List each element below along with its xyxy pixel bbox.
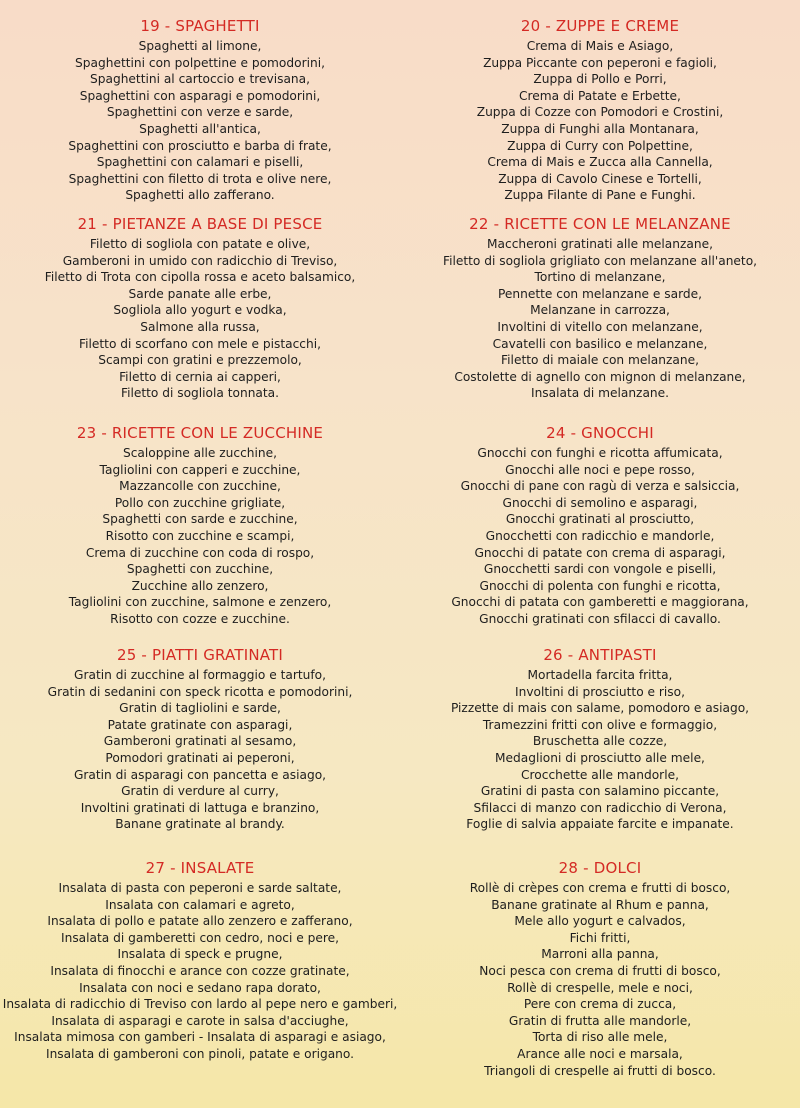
recipe-item: Banane gratinate al Rhum e panna, bbox=[491, 897, 709, 912]
recipe-item: Pere con crema di zucca, bbox=[523, 997, 677, 1012]
recipe-item: Gratin di frutta alle mandorle, bbox=[508, 1013, 692, 1028]
recipe-item: Gnocchi di patate con crema di asparagi, bbox=[474, 545, 726, 560]
recipe-item: Patate gratinate con asparagi, bbox=[107, 717, 293, 732]
recipe-item: Costolette di agnello con mignon di melanzane, bbox=[454, 369, 746, 384]
recipe-item: Spaghetti con zucchine, bbox=[126, 562, 274, 577]
recipe-item: Rollè di crèpes con crema e frutti di bosco, bbox=[469, 881, 731, 895]
recipe-item: Tagliolini con capperi e zucchine, bbox=[99, 462, 301, 477]
recipe-item: Spaghettini con verze e sarde, bbox=[106, 105, 294, 120]
section-insalate bbox=[0, 858, 400, 1063]
section-title: 21 - PIETANZE A BASE DI PESCE bbox=[77, 215, 323, 233]
section-title: 28 - DOLCI bbox=[558, 859, 642, 877]
section-pesce bbox=[0, 214, 400, 402]
recipe-item: Crema di zucchine con coda di rospo, bbox=[85, 545, 315, 560]
recipe-item: Gnocchi di semolino e asparagi, bbox=[502, 495, 698, 510]
recipe-item: Zuppa di Cozze con Pomodori e Crostini, bbox=[476, 105, 724, 120]
recipe-item: Gratin di zucchine al formaggio e tartufo, bbox=[74, 668, 326, 682]
recipe-item: Zuppa di Pollo e Porri, bbox=[533, 72, 667, 87]
recipe-item: Gnocchi con funghi e ricotta affumicata, bbox=[477, 446, 723, 460]
recipe-item: Bruschetta alle cozze, bbox=[532, 734, 668, 749]
recipe-item: Crocchette alle mandorle, bbox=[521, 767, 679, 782]
section-melanzane bbox=[400, 214, 800, 402]
recipe-item: Fichi fritti, bbox=[569, 930, 631, 945]
recipe-item: Zuppa di Curry con Polpettine, bbox=[507, 138, 693, 153]
section-title: 24 - GNOCCHI bbox=[546, 424, 654, 442]
recipe-item: Involtini gratinati di lattuga e branzino, bbox=[80, 800, 320, 815]
recipe-item: Foglie di salvia appaiate farcite e impanate. bbox=[466, 817, 734, 832]
recipe-item: Sfilacci di manzo con radicchio di Verona, bbox=[473, 800, 727, 815]
recipe-item: Gnocchetti sardi con vongole e piselli, bbox=[483, 562, 717, 577]
section-gnocchi bbox=[400, 423, 800, 628]
recipe-item: Insalata di speck e prugne, bbox=[117, 947, 283, 962]
recipe-item: Gnocchi di patata con gamberetti e maggiorana, bbox=[451, 595, 749, 610]
recipe-item: Filetto di sogliola tonnata. bbox=[120, 386, 280, 401]
recipe-item: Filetto di scorfano con mele e pistacchi, bbox=[79, 336, 321, 351]
recipe-item: Insalata di pasta con peperoni e sarde saltate, bbox=[58, 881, 342, 895]
recipe-item: Pizzette di mais con salame, pomodoro e asiago, bbox=[450, 701, 750, 716]
section-zucchine bbox=[0, 423, 400, 628]
recipe-list bbox=[400, 880, 800, 1079]
recipe-item: Spaghetti allo zafferano. bbox=[125, 188, 275, 203]
recipe-item: Crema di Patate e Erbette, bbox=[519, 88, 681, 103]
recipe-item: Gamberoni in umido con radicchio di Treviso, bbox=[62, 253, 338, 268]
recipe-item: Zucchine allo zenzero, bbox=[131, 578, 269, 593]
recipe-item: Filetto di sogliola grigliato con melanzane all'aneto, bbox=[442, 253, 758, 268]
recipe-item: Insalata di radicchio di Treviso con lardo al pepe nero e gamberi, bbox=[2, 997, 398, 1012]
recipe-item: Marroni alla panna, bbox=[541, 947, 659, 962]
recipe-item: Gnocchetti con radicchio e mandorle, bbox=[485, 528, 715, 543]
recipe-item: Zuppa di Funghi alla Montanara, bbox=[501, 121, 699, 136]
recipe-item: Triangoli di crespelle ai frutti di bosco. bbox=[484, 1063, 716, 1078]
recipe-item: Pollo con zucchine grigliate, bbox=[114, 495, 286, 510]
recipe-item: Gamberoni gratinati al sesamo, bbox=[103, 734, 297, 749]
recipe-item: Insalata con noci e sedano rapa dorato, bbox=[79, 980, 321, 995]
recipe-item: Mazzancolle con zucchine, bbox=[119, 479, 281, 494]
recipe-item: Involtini di prosciutto e riso, bbox=[515, 684, 685, 699]
recipe-item: Gratin di verdure al curry, bbox=[121, 784, 279, 799]
section-gratinati bbox=[0, 645, 400, 833]
section-title: 27 - INSALATE bbox=[145, 859, 255, 877]
recipe-item: Noci pesca con crema di frutti di bosco, bbox=[479, 963, 721, 978]
recipe-item: Tagliolini con zucchine, salmone e zenzero, bbox=[68, 595, 332, 610]
recipe-item: Spaghettini con asparagi e pomodorini, bbox=[79, 88, 321, 103]
recipe-item: Filetto di cernia ai capperi, bbox=[119, 369, 281, 384]
recipe-item: Spaghettini con calamari e piselli, bbox=[96, 155, 304, 170]
recipe-item: Mele allo yogurt e calvados, bbox=[514, 914, 686, 929]
recipe-item: Scampi con gratini e prezzemolo, bbox=[98, 353, 302, 368]
recipe-item: Insalata di gamberetti con cedro, noci e pere, bbox=[61, 930, 339, 945]
recipe-item: Insalata di pollo e patate allo zenzero e zafferano, bbox=[47, 914, 353, 929]
recipe-item: Spaghetti all'antica, bbox=[139, 121, 261, 136]
section-title: 22 - RICETTE CON LE MELANZANE bbox=[469, 215, 731, 233]
section-title: 23 - RICETTE CON LE ZUCCHINE bbox=[76, 424, 324, 442]
section-antipasti bbox=[400, 645, 800, 833]
recipe-item: Maccheroni gratinati alle melanzane, bbox=[487, 237, 713, 251]
recipe-item: Pomodori gratinati ai peperoni, bbox=[105, 750, 295, 765]
recipe-item: Gnocchi gratinati con sfilacci di cavallo. bbox=[479, 611, 721, 626]
recipe-item: Gnocchi di polenta con funghi e ricotta, bbox=[479, 578, 721, 593]
recipe-item: Insalata di asparagi e carote in salsa d'acciughe, bbox=[51, 1013, 349, 1028]
recipe-item: Scaloppine alle zucchine, bbox=[122, 446, 278, 460]
recipe-list bbox=[0, 667, 400, 833]
section-zuppe bbox=[400, 16, 800, 204]
recipe-item: Banane gratinate al brandy. bbox=[115, 817, 285, 832]
section-spaghetti bbox=[0, 16, 400, 204]
recipe-list bbox=[400, 236, 800, 402]
recipe-item: Torta di riso alle mele, bbox=[532, 1030, 668, 1045]
recipe-item: Insalata di melanzane. bbox=[530, 386, 670, 401]
section-dolci bbox=[400, 858, 800, 1079]
recipe-list bbox=[400, 445, 800, 628]
recipe-item: Melanzane in carrozza, bbox=[530, 303, 670, 318]
section-title: 25 - PIATTI GRATINATI bbox=[116, 646, 284, 664]
recipe-list bbox=[0, 445, 400, 628]
recipe-item: Rollè di crespelle, mele e noci, bbox=[507, 980, 693, 995]
recipe-item: Filetto di sogliola con patate e olive, bbox=[89, 237, 311, 251]
recipe-item: Medaglioni di prosciutto alle mele, bbox=[495, 750, 705, 765]
recipe-item: Crema di Mais e Zucca alla Cannella, bbox=[487, 155, 713, 170]
recipe-item: Insalata di finocchi e arance con cozze gratinate, bbox=[50, 963, 350, 978]
recipe-item: Arance alle noci e marsala, bbox=[517, 1046, 683, 1061]
recipe-item: Spaghettini al cartoccio e trevisana, bbox=[90, 72, 310, 87]
recipe-item: Risotto con cozze e zucchine. bbox=[110, 611, 290, 626]
recipe-item: Spaghetti al limone, bbox=[138, 39, 262, 53]
recipe-item: Gnocchi di pane con ragù di verza e salsiccia, bbox=[460, 479, 740, 494]
section-title: 26 - ANTIPASTI bbox=[543, 646, 657, 664]
recipe-list bbox=[0, 236, 400, 402]
recipe-item: Involtini di vitello con melanzane, bbox=[497, 319, 703, 334]
recipe-item: Zuppa Piccante con peperoni e fagioli, bbox=[483, 55, 717, 70]
recipe-item: Salmone alla russa, bbox=[140, 319, 260, 334]
recipe-item: Gratini di pasta con salamino piccante, bbox=[480, 784, 720, 799]
recipe-item: Spaghetti con sarde e zucchine, bbox=[102, 512, 298, 527]
recipe-item: Gnocchi gratinati al prosciutto, bbox=[505, 512, 695, 527]
recipe-item: Mortadella farcita fritta, bbox=[527, 668, 673, 682]
recipe-item: Gratin di sedanini con speck ricotta e pomodorini, bbox=[47, 684, 353, 699]
recipe-item: Cavatelli con basilico e melanzane, bbox=[492, 336, 708, 351]
recipe-item: Sarde panate alle erbe, bbox=[128, 286, 272, 301]
recipe-item: Gratin di asparagi con pancetta e asiago, bbox=[73, 767, 327, 782]
recipe-item: Spaghettini con polpettine e pomodorini, bbox=[75, 55, 325, 70]
recipe-item: Risotto con zucchine e scampi, bbox=[105, 528, 295, 543]
section-title: 20 - ZUPPE E CREME bbox=[520, 17, 680, 35]
recipe-item: Pennette con melanzane e sarde, bbox=[497, 286, 703, 301]
recipe-list bbox=[400, 667, 800, 833]
recipe-item: Gratin di tagliolini e sarde, bbox=[119, 701, 281, 716]
recipe-item: Insalata mimosa con gamberi - Insalata di asparagi e asiago, bbox=[14, 1030, 386, 1045]
recipe-list bbox=[400, 38, 800, 204]
recipe-item: Filetto di Trota con cipolla rossa e aceto balsamico, bbox=[44, 270, 356, 285]
recipe-item: Spaghettini con prosciutto e barba di frate, bbox=[68, 138, 332, 153]
recipe-item: Tortino di melanzane, bbox=[534, 270, 666, 285]
recipe-list bbox=[0, 880, 400, 1063]
recipe-item: Zuppa di Cavolo Cinese e Tortelli, bbox=[498, 171, 702, 186]
recipe-item: Insalata con calamari e agreto, bbox=[105, 897, 295, 912]
recipe-item: Sogliola allo yogurt e vodka, bbox=[113, 303, 287, 318]
recipe-item: Gnocchi alle noci e pepe rosso, bbox=[505, 462, 695, 477]
recipe-list bbox=[0, 38, 400, 204]
recipe-item: Tramezzini fritti con olive e formaggio, bbox=[482, 717, 718, 732]
recipe-item: Crema di Mais e Asiago, bbox=[526, 39, 674, 53]
recipe-item: Insalata di gamberoni con pinoli, patate e origano. bbox=[45, 1046, 355, 1061]
recipe-item: Spaghettini con filetto di trota e olive nere, bbox=[68, 171, 332, 186]
recipe-item: Filetto di maiale con melanzane, bbox=[501, 353, 699, 368]
recipe-item: Zuppa Filante di Pane e Funghi. bbox=[504, 188, 696, 203]
section-title: 19 - SPAGHETTI bbox=[140, 17, 260, 35]
